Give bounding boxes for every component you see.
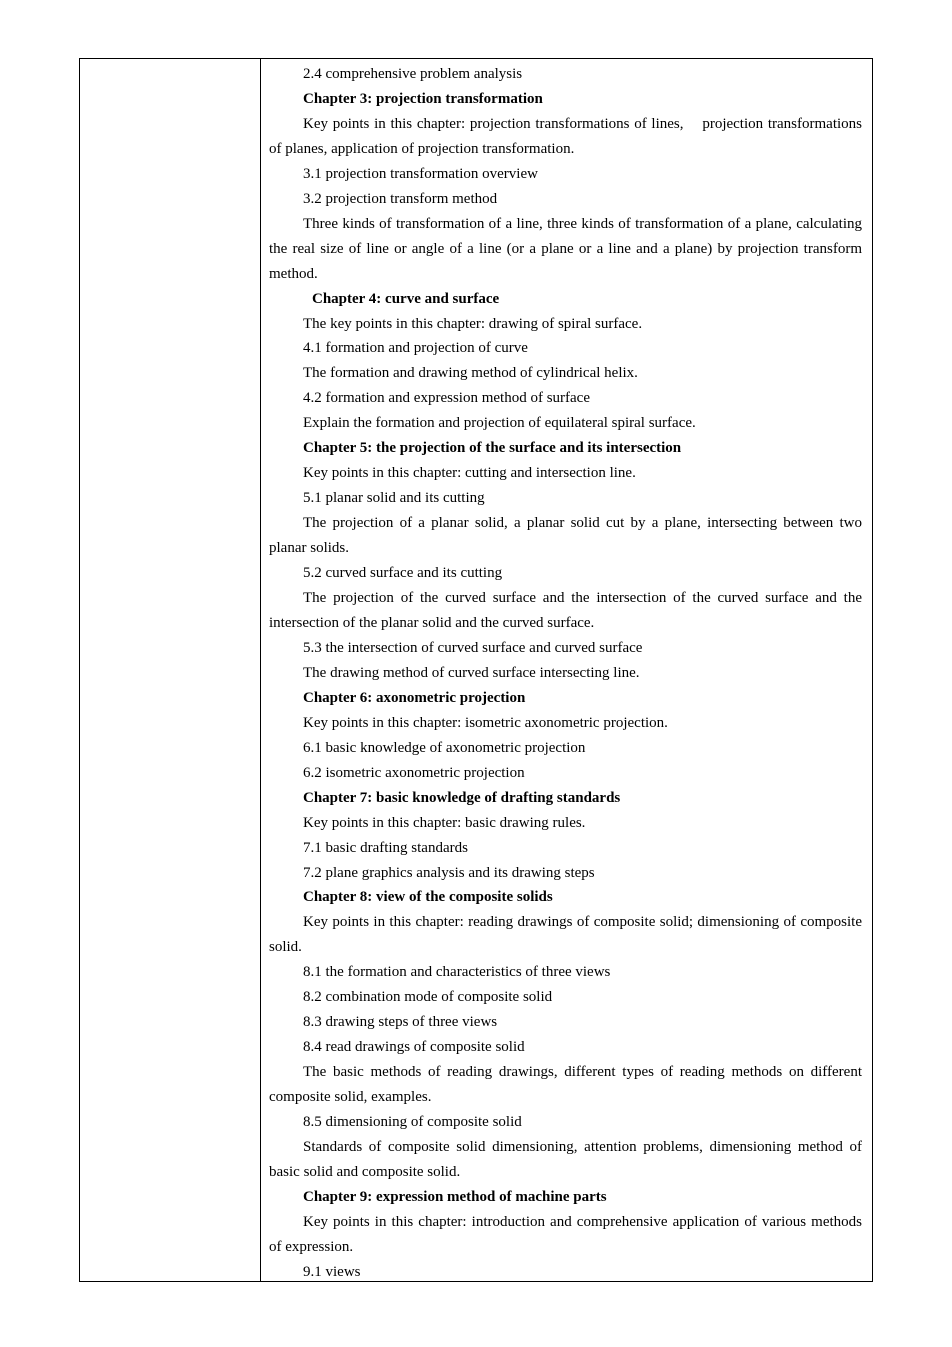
section-3-2-description: Three kinds of transformation of a line, three kinds of transformation of a plane, calculating the real size of line or angle of a line (or a plane or a line and a plane) by projection transform method. bbox=[269, 215, 862, 282]
section-7-1: 7.1 basic drafting standards bbox=[303, 839, 468, 856]
section-8-5: 8.5 dimensioning of composite solid bbox=[303, 1114, 522, 1131]
chapter-5-key-points: Key points in this chapter: cutting and intersection line. bbox=[303, 465, 636, 482]
section-8-4: 8.4 read drawings of composite solid bbox=[303, 1039, 525, 1056]
chapter-9-heading: Chapter 9: expression method of machine parts bbox=[303, 1188, 607, 1205]
section-4-2: 4.2 formation and expression method of surface bbox=[303, 390, 590, 407]
section-6-1: 6.1 basic knowledge of axonometric projection bbox=[303, 739, 586, 756]
chapter-6-heading: Chapter 6: axonometric projection bbox=[303, 689, 526, 706]
section-5-3-description: The drawing method of curved surface intersecting line. bbox=[303, 664, 640, 681]
chapter-3-heading: Chapter 3: projection transformation bbox=[303, 90, 543, 107]
chapter-6-key-points: Key points in this chapter: isometric axonometric projection. bbox=[303, 714, 668, 731]
chapter-7-key-points: Key points in this chapter: basic drawing rules. bbox=[303, 814, 586, 831]
section-5-3: 5.3 the intersection of curved surface and curved surface bbox=[303, 639, 643, 656]
chapter-4-key-points: The key points in this chapter: drawing of spiral surface. bbox=[303, 315, 643, 332]
chapter-5-heading: Chapter 5: the projection of the surface and its intersection bbox=[303, 440, 682, 457]
syllabus-table bbox=[79, 58, 873, 1282]
section-4-1-description: The formation and drawing method of cylindrical helix. bbox=[303, 365, 638, 382]
section-3-1: 3.1 projection transformation overview bbox=[303, 165, 538, 182]
section-4-2-description: Explain the formation and projection of equilateral spiral surface. bbox=[303, 415, 696, 432]
chapter-8-heading: Chapter 8: view of the composite solids bbox=[303, 889, 553, 906]
section-2-4: 2.4 comprehensive problem analysis bbox=[303, 66, 523, 82]
left-empty-cell bbox=[80, 59, 261, 1281]
section-8-5-description: Standards of composite solid dimensioning, attention problems, dimensioning method of basic solid and composite solid. bbox=[269, 1138, 862, 1180]
chapter-3-key-points: Key points in this chapter: projection transformations of lines, projection transformations of planes, application of projection transformation. bbox=[269, 115, 862, 157]
section-8-3: 8.3 drawing steps of three views bbox=[303, 1014, 498, 1031]
chapter-4-heading: Chapter 4: curve and surface bbox=[312, 290, 500, 307]
section-8-1: 8.1 the formation and characteristics of three views bbox=[303, 964, 611, 981]
section-5-1-description: The projection of a planar solid, a planar solid cut by a plane, intersecting between two planar solids. bbox=[269, 515, 862, 557]
section-8-2: 8.2 combination mode of composite solid bbox=[303, 989, 553, 1006]
chapter-8-key-points: Key points in this chapter: reading drawings of composite solid; dimensioning of composite solid. bbox=[269, 914, 862, 956]
section-7-2: 7.2 plane graphics analysis and its drawing steps bbox=[303, 864, 595, 881]
section-4-1: 4.1 formation and projection of curve bbox=[303, 340, 528, 357]
content-cell bbox=[261, 59, 872, 1281]
chapter-9-key-points: Key points in this chapter: introduction and comprehensive application of various methods of expression. bbox=[269, 1213, 862, 1255]
chapter-7-heading: Chapter 7: basic knowledge of drafting standards bbox=[303, 789, 621, 806]
section-5-2-description: The projection of the curved surface and the intersection of the curved surface and the intersection of the planar solid and the curved surface. bbox=[269, 590, 862, 631]
section-5-1: 5.1 planar solid and its cutting bbox=[303, 490, 485, 507]
section-8-4-description: The basic methods of reading drawings, different types of reading methods on different composite solid, examples. bbox=[269, 1064, 862, 1106]
section-9-1: 9.1 views bbox=[303, 1263, 361, 1280]
section-6-2: 6.2 isometric axonometric projection bbox=[303, 764, 525, 781]
section-3-2: 3.2 projection transform method bbox=[303, 190, 498, 207]
section-5-2: 5.2 curved surface and its cutting bbox=[303, 565, 503, 582]
